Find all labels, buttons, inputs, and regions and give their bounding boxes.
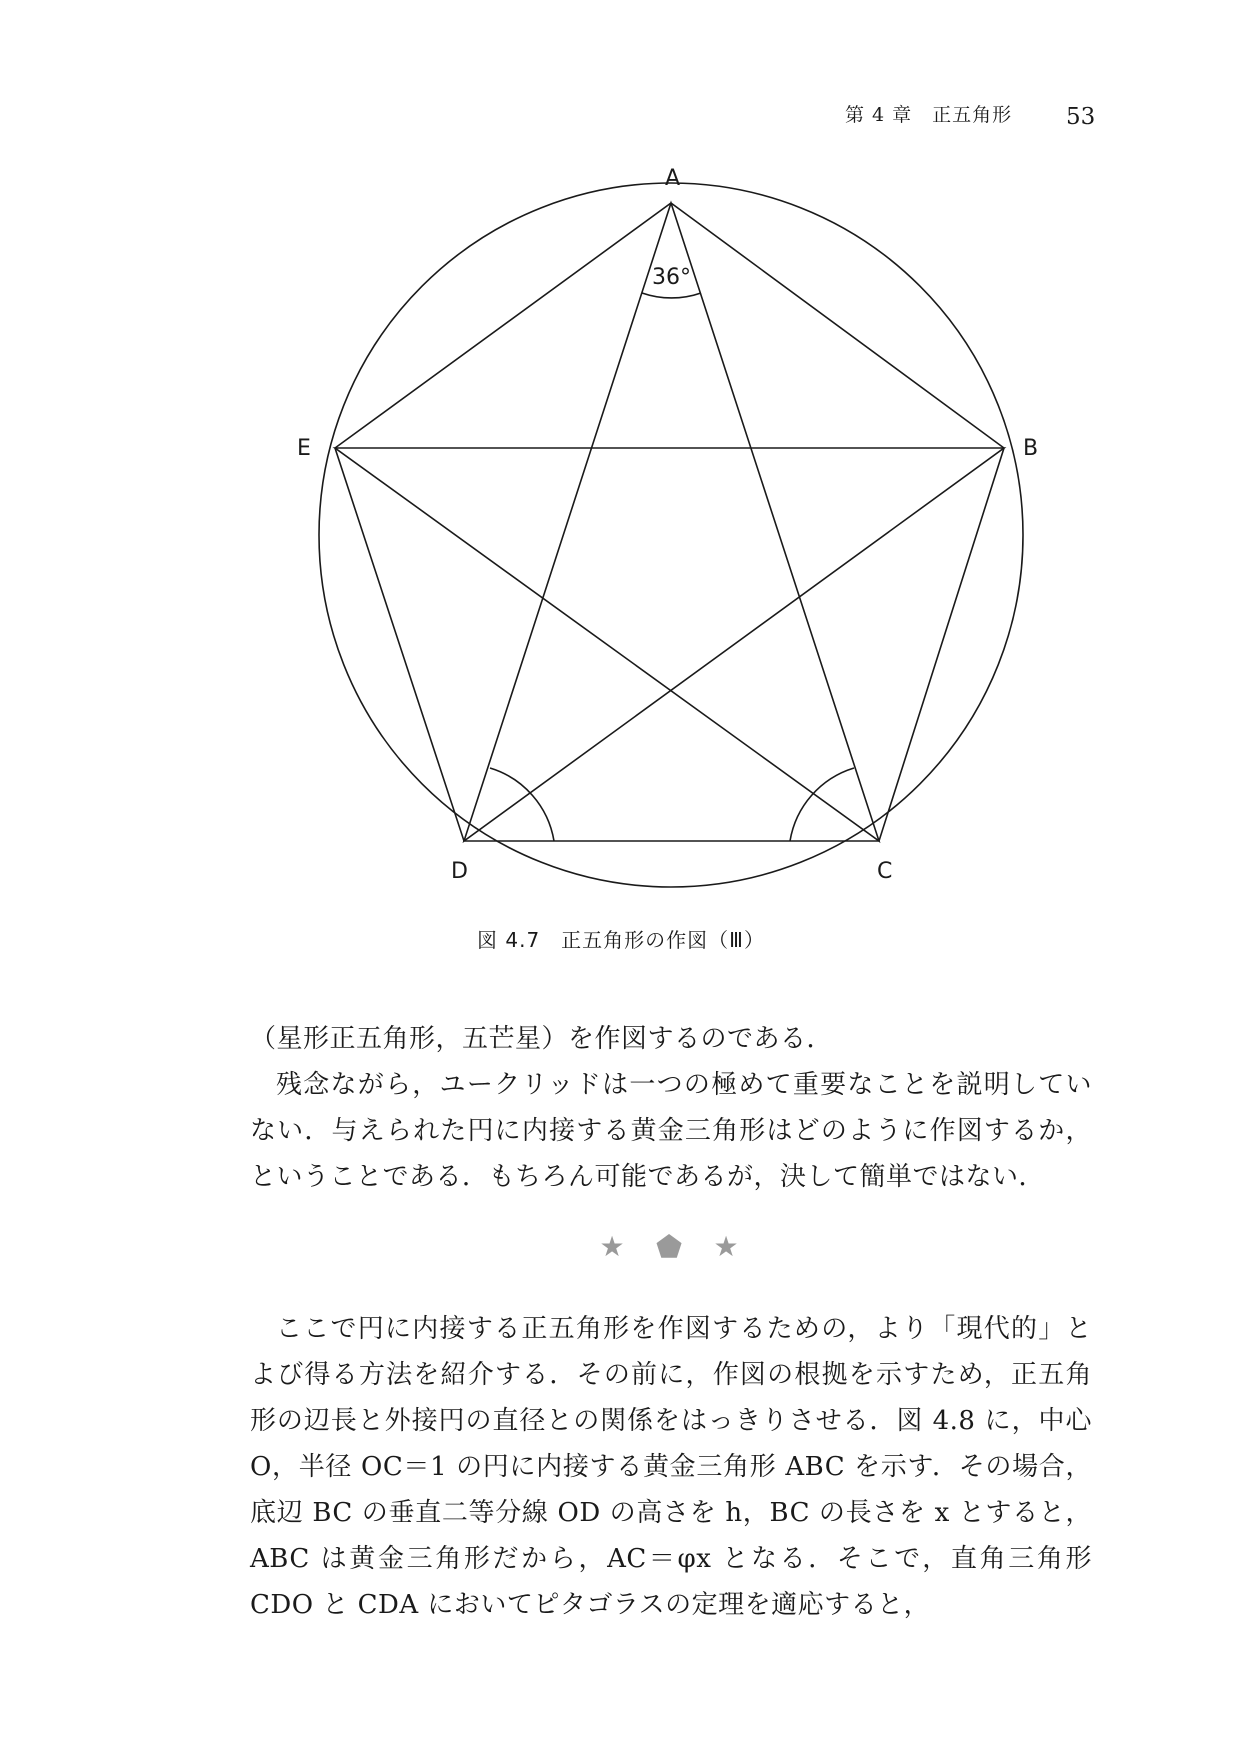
angle-arc-c	[790, 768, 854, 841]
figure-caption: 図 4.7 正五角形の作図（Ⅲ）	[477, 928, 765, 952]
paragraph-2: 残念ながら，ユークリッドは一つの極めて重要なことを説明していない．与えられた円に内接する黄金三角形はどのように作図するか，ということである．もちろん可能であるが，決して簡単ではない．	[250, 1070, 1092, 1192]
pentagon-icon: ⬟	[655, 1230, 683, 1265]
paragraph-1: （星形正五角形，五芒星）を作図するのである．	[250, 1024, 834, 1054]
section-ornament	[0, 1226, 1242, 1266]
page-number: 53	[1066, 104, 1096, 130]
vertex-label-d: D	[451, 859, 468, 884]
paragraph-3: ここで円に内接する正五角形を作図するための，より「現代的」とよび得る方法を紹介する．その前に，作図の根拠を示すため，正五角形の辺長と外接円の直径との関係をはっきりさせる．図 4.8 に，中心 O，半径 OC＝1 の円に内接する黄金三角形 ABC を示す．その場合，底辺 BC の垂直二等分線 OD の高さを h，BC の長さを x とすると，ABC は黄金三角形だから，AC＝φx となる．そこで，直角三角形 CDO と CDA においてピタゴラスの定理を適応すると，	[250, 1314, 1092, 1620]
angle-arc-a	[642, 293, 701, 298]
vertex-label-c: C	[877, 859, 893, 884]
vertex-label-a: A	[665, 166, 681, 191]
vertex-label-b: B	[1023, 436, 1039, 461]
running-head: 第 4 章 正五角形	[845, 104, 1013, 126]
angle-arc-d	[490, 768, 554, 841]
angle-label-36: 36°	[652, 265, 691, 290]
vertex-label-e: E	[297, 436, 311, 461]
star-icon: ★	[713, 1230, 739, 1263]
star-icon: ★	[599, 1230, 625, 1263]
